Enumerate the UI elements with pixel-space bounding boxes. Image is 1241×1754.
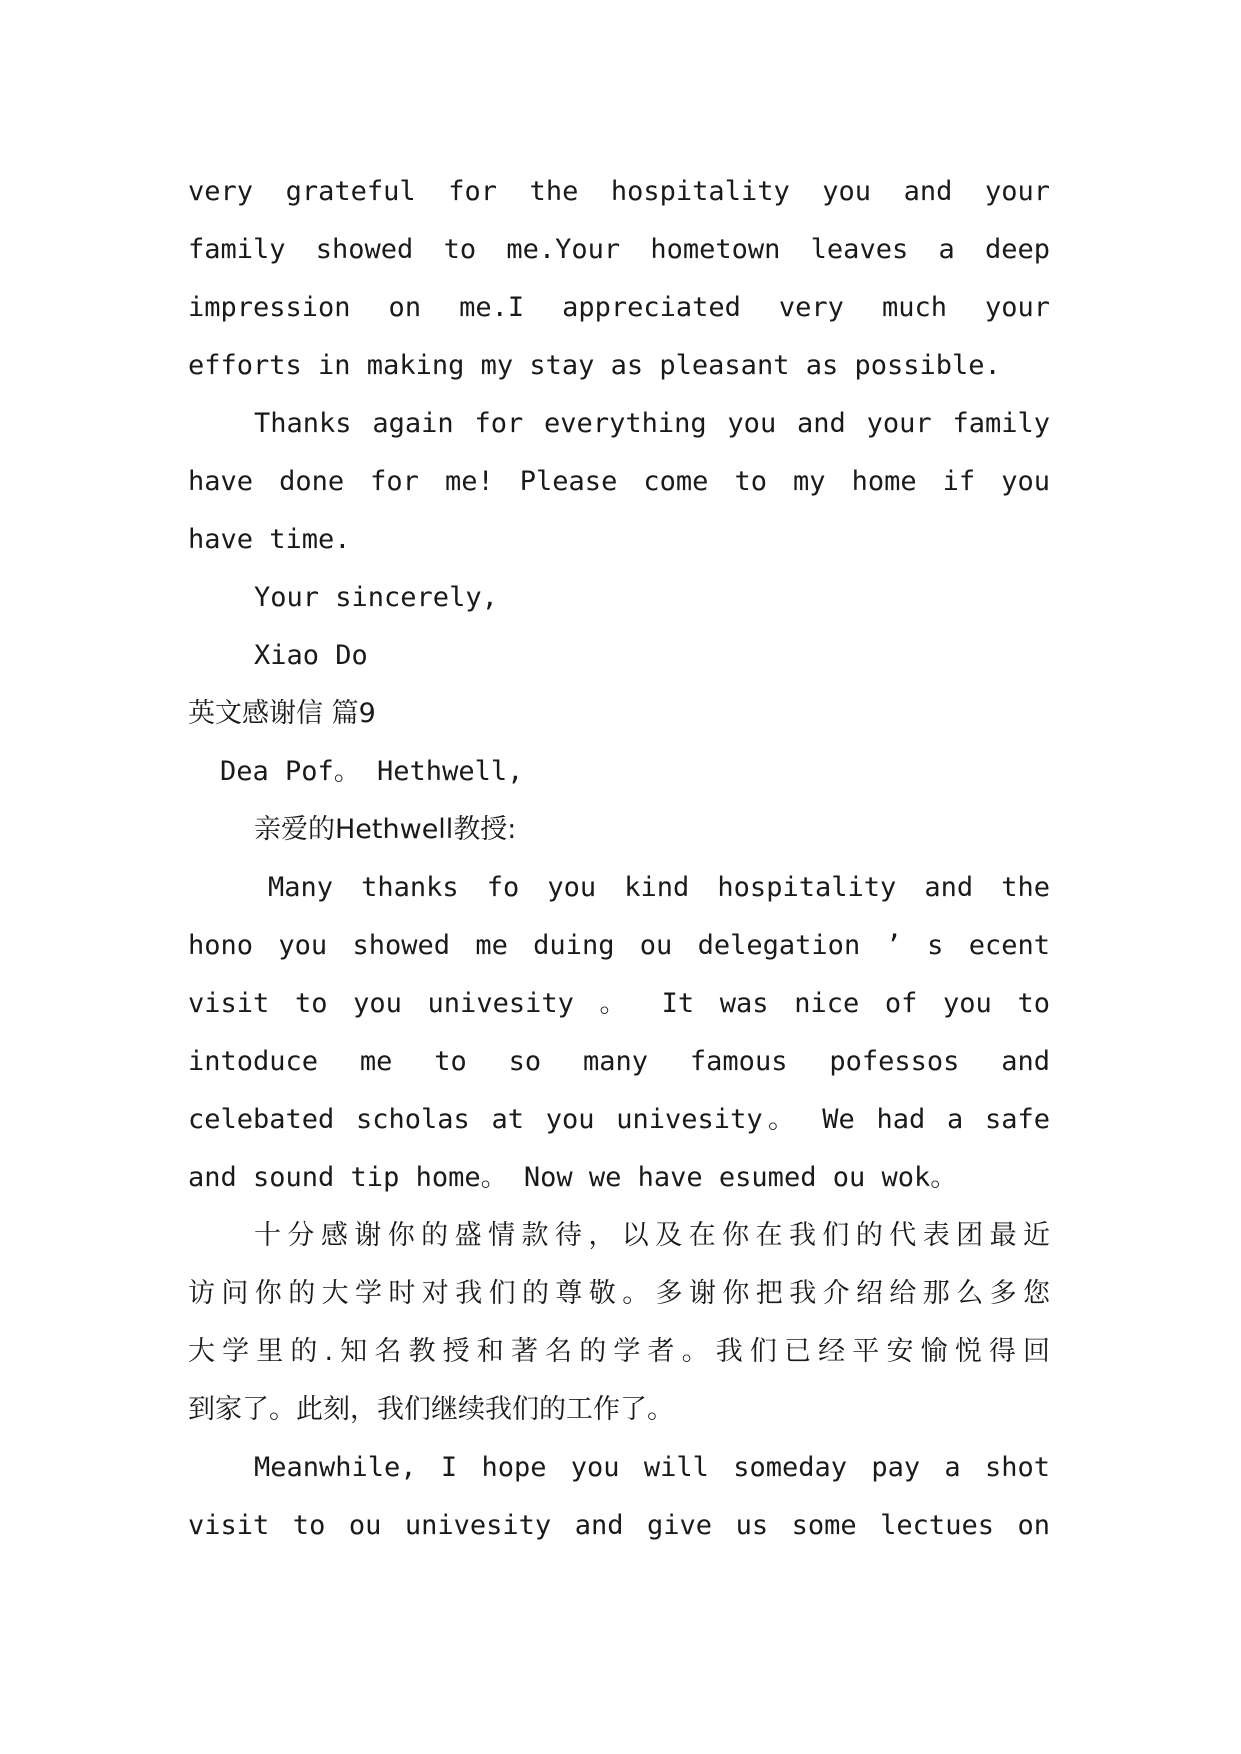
text-line: hono you showed me duing ou delegation ’ s ecent — [188, 930, 1050, 961]
text-line: 访问你的大学时对我们的尊敬。多谢你把我介绍给那么多您 — [188, 1278, 1050, 1309]
text-line: Your sincerely, — [254, 582, 498, 613]
text-line: have done for me! Please come to my home if you — [188, 466, 1050, 497]
text-line: intoduce me to so many famous pofessos and — [188, 1046, 1050, 1077]
text-line: visit to you univesity 。 It was nice of you to — [188, 988, 1050, 1019]
text-line: Dea Pof。 Hethwell, — [220, 756, 524, 787]
text-line: very grateful for the hospitality you and your — [188, 176, 1050, 207]
text-line: 大学里的.知名教授和著名的学者。我们已经平安愉悦得回 — [188, 1336, 1050, 1367]
text-line: have time. — [188, 524, 351, 555]
text-line: and sound tip home。 Now we have esumed ou wok。 — [188, 1162, 958, 1193]
text-line: 十分感谢你的盛情款待，以及在你在我们的代表团最近 — [254, 1220, 1050, 1251]
document-body — [188, 163, 1050, 1555]
text-line: Thanks again for everything you and your family — [254, 408, 1050, 439]
text-line: 到家了。此刻，我们继续我们的工作了。 — [188, 1394, 674, 1425]
section-heading: 英文感谢信 篇9 — [188, 698, 376, 729]
text-line: 亲爱的Hethwell教授: — [254, 814, 517, 845]
text-line: family showed to me.Your hometown leaves a deep — [188, 234, 1050, 265]
text-line: Many thanks fo you kind hospitality and the — [268, 872, 1050, 903]
text-line: Meanwhile, I hope you will someday pay a shot — [254, 1452, 1050, 1483]
text-line: Xiao Do — [254, 640, 368, 671]
text-line: efforts in making my stay as pleasant as possible. — [188, 350, 1001, 381]
text-line: celebated scholas at you univesity。 We had a safe — [188, 1104, 1050, 1135]
text-line: visit to ou univesity and give us some lectues on — [188, 1510, 1050, 1541]
text-line: impression on me.I appreciated very much your — [188, 292, 1050, 323]
